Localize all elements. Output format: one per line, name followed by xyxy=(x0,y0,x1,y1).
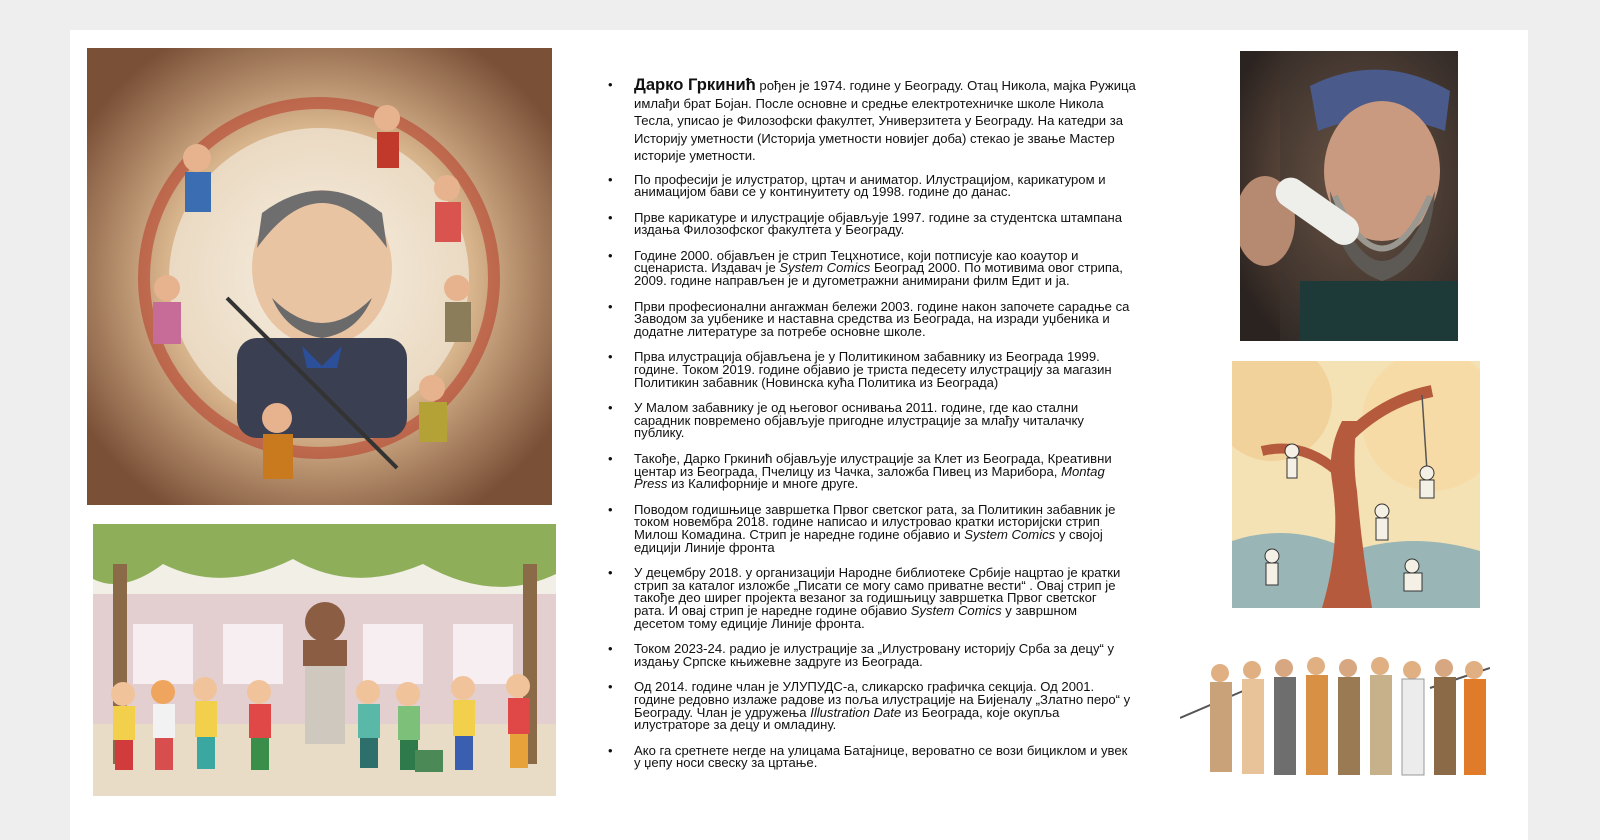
publisher-name: System Comics xyxy=(910,602,1002,618)
illustration-schoolyard-monument xyxy=(93,524,556,796)
text-line: Политикин забавник (Новинска кућа Политика из Београда) xyxy=(634,374,999,390)
list-item xyxy=(608,247,1206,289)
text-line: из Калифорније и многе друге. xyxy=(667,476,859,492)
text-line: Током 2023-24. радио је илустрације за „Илустровану историју Срба за децу“ у xyxy=(634,641,1115,657)
text-line: илустраторе за децу и омладину. xyxy=(634,717,837,733)
text-line: анимацијом бави се у континуитету од 1998. године до данас. xyxy=(634,184,1012,200)
text-line: Београду. Члан је удружења xyxy=(634,704,811,720)
text-line: стрип за каталог изложбе „Писати се могу само приватне вести“ . Овај стрип је xyxy=(634,577,1116,593)
text-line: публику. xyxy=(634,425,685,441)
list-item xyxy=(608,298,1206,339)
text-line: Ако га сретнете негде на улицама Батајнице, вероватно се вози бициклом и увек xyxy=(634,742,1128,758)
publisher-name: System Comics xyxy=(779,260,871,276)
text-line: едицији Линије фронта xyxy=(634,539,775,555)
list-item xyxy=(608,76,1206,165)
text-line: у џепу носи свеску за цртање. xyxy=(634,755,818,771)
text-line: Прве карикатуре и илустрације објављује 1997. године за студентска штампана xyxy=(634,209,1123,225)
text-line: У Малом забавнику је од његовог оснивања 2011. године, где као стални xyxy=(634,400,1079,416)
list-item xyxy=(608,742,1206,771)
list-item xyxy=(608,351,1206,389)
list-item xyxy=(608,567,1206,630)
text-line: Београд 2000. По мотивима овог стрипа, xyxy=(870,260,1123,276)
text-line: Тесла, уписао је Филозофски факултет, Универзитета у Београду. На катедри за xyxy=(634,113,1124,128)
illustration-children-in-tree xyxy=(1232,361,1480,608)
organization-name: Illustration Date xyxy=(810,704,902,720)
text-line: 2009. године направљен је и дугометражни анимирани филм Едит и ја. xyxy=(634,273,1070,289)
text-line: такође део ширег пројекта везаног за годишњицу завршетка Првог светског xyxy=(634,590,1097,606)
text-line: Историју уметности (Историја уметности новијег доба) стекао је звање Мастер xyxy=(634,130,1115,146)
text-line: Први професионални ангажман бележи 2003. године након започете сарадње са xyxy=(634,298,1130,314)
text-line: током новембра 2018. године написао и илустровао кратки историјски стрип xyxy=(634,514,1100,530)
list-item xyxy=(608,681,1206,731)
list-item xyxy=(608,643,1206,668)
text-line: из Београда, које окупља xyxy=(901,704,1060,720)
text-line: издања Филозофског факултета у Београду. xyxy=(634,222,905,238)
list-item xyxy=(608,171,1206,200)
person-name: Дарко Гркинић xyxy=(634,75,756,94)
text-line: Од 2014. године члан је УЛУПУДС-а, сликарско графичка секција. Од 2001. xyxy=(634,679,1095,695)
publisher-name: Press xyxy=(634,476,668,492)
publisher-name: System Comics xyxy=(964,526,1056,542)
text-line: у својој xyxy=(1055,526,1103,542)
text-line: рођен је 1974. године у Београду. Отац Никола, мајка Ружица xyxy=(755,78,1136,93)
list-item xyxy=(608,501,1206,555)
text-line: рата. И овај стрип је наредне године објавио xyxy=(634,602,911,618)
text-line: Прва илустрација објављена је у Политикином забавнику из Београда 1999. xyxy=(634,349,1100,365)
text-line: сарадник повремено објављује пригодне илустрације за млађу читалачку xyxy=(634,412,1084,428)
text-line: По професији је илустратор, цртач и аниматор. Илустрацијом, карикатуром и xyxy=(634,171,1106,187)
publisher-name: Montag xyxy=(1061,463,1105,479)
illustration-historical-figures xyxy=(1180,648,1490,808)
text-line: године. Током 2019. године објавио је триста педесету илустрацију за магазин xyxy=(634,362,1112,378)
text-line: Милош Комадина. Стрип је наредне године објавио и xyxy=(634,526,965,542)
list-item xyxy=(608,453,1206,491)
text-line: Заводом за уџбенике и наставна средства из Београда, на изради уџбеника и xyxy=(634,311,1110,327)
text-line: историје уметности. xyxy=(634,148,756,163)
text-line: године редовно излаже радове из поља илустрације на Бијеналу „Златно перо“ у xyxy=(634,691,1131,707)
illustration-portrait-with-children xyxy=(87,48,552,505)
text-line: центар из Београда, Пчелицу из Чачка, заложба Пивец из Марибора, xyxy=(634,463,1062,479)
text-line: издању Српске књижевне задруге из Београда. xyxy=(634,653,923,669)
biography-list xyxy=(608,76,1206,783)
list-item xyxy=(608,209,1206,238)
text-line: Такође, Дарко Гркинић објављује илустрације за Клет из Београда, Креативни xyxy=(634,451,1112,466)
list-item xyxy=(608,402,1206,440)
text-line: у завршном xyxy=(1001,602,1078,618)
text-line: Поводом годишњице завршетка Првог светског рата, за Политикин забавник је xyxy=(634,501,1116,517)
text-line: У децембру 2018. у организацији Народне библиотеке Србије нацртао је кратки xyxy=(634,565,1121,581)
text-line: десетом тому едиције Линије фронта. xyxy=(634,615,865,631)
text-line: имлађи брат Бојан. После основне и средње електротехничке школе Никола xyxy=(634,95,1104,111)
text-line: Године 2000. објављен је стрип Тецхнотисе, који потписује као коаутор и xyxy=(634,247,1079,263)
photo-artist-portrait xyxy=(1240,51,1458,341)
text-line: сценариста. Издавач је xyxy=(634,260,780,276)
text-line: додатне литературе за потребе основне школе. xyxy=(634,323,926,339)
